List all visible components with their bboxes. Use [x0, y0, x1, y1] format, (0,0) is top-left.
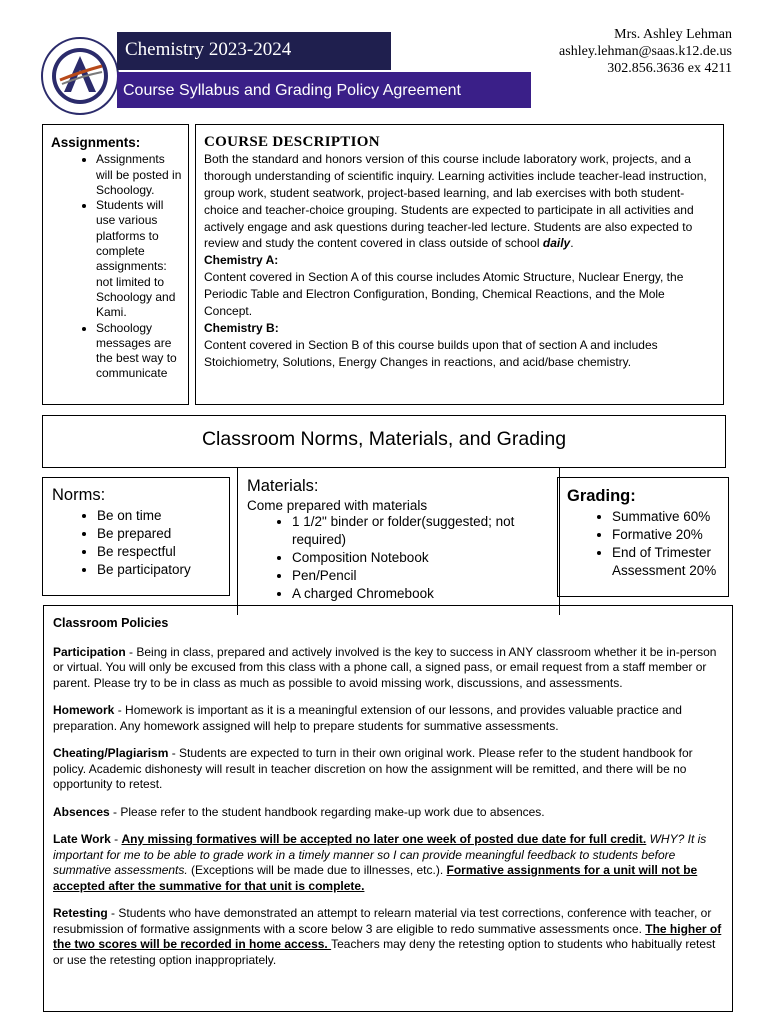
list-item: • 1 1/2" binder or folder(suggested; not required) [292, 513, 559, 549]
norms-list [52, 507, 229, 579]
policy-participation: Participation - Being in class, prepared and actively involved is the key to success in ANY classroom whether it be in-person or virtual. You will only be excused from this class with a phone call, a signed pass, or email request from a staff member or parent. Please try to be in class as much as possible to avoid missing work, discussions, and assessments. [53, 644, 717, 690]
materials-intro: Come prepared with materials [247, 498, 428, 513]
course-title: Chemistry 2023-2024 [117, 32, 391, 70]
norms-box [42, 477, 230, 596]
list-item: • Schoology messages are the best way to communicate [96, 321, 184, 382]
teacher-email[interactable]: ashley.lehman@saas.k12.de.us [559, 44, 732, 59]
list-item: • Students will use various platforms to complete assignments: not limited to Schoology and Kami. [96, 198, 184, 320]
list-item: • Be on time [97, 507, 229, 525]
teacher-contact [559, 26, 732, 77]
list-item: • Be prepared [97, 525, 229, 543]
course-description-intro: Both the standard and honors version of this course include laboratory work, projects, and a thorough understanding of scientific inquiry. Learning activities include teacher-lead instruction, group work, student seatwork, project-based learning, and lab exercises with both student-choice and teacher-choice grouping. Students are expected to participate in all activities and actively engage and ask questions during teacher-led lecture. Students are also expected to review and study the content covered in class outside of school daily. [204, 151, 707, 251]
classroom-policies-box [43, 605, 733, 1012]
materials-heading: Materials: [247, 477, 319, 495]
chem-a-heading: Chemistry A: [204, 253, 279, 268]
school-logo [40, 36, 120, 116]
grading-heading: Grading: [567, 487, 636, 505]
list-item: • Formative 20% [612, 526, 728, 544]
policy-late-work: Late Work - Any missing formatives will be accepted no later one week of posted due date for full credit. WHY? It is important for me to be able to grade work in a timely manner so I can provide meaningful feedback to students before summative assessments. (Exceptions will be made due to illnesses, etc.). Formative assignments for a unit will not be accepted after the summative for that unit is complete. [53, 832, 707, 893]
teacher-name: Mrs. Ashley Lehman [614, 27, 732, 42]
course-subtitle: Course Syllabus and Grading Policy Agreement [117, 72, 531, 108]
assignments-heading: Assignments: [51, 135, 141, 150]
assignments-list [51, 152, 184, 381]
list-item: • Pen/Pencil [292, 567, 559, 585]
list-item: • Composition Notebook [292, 549, 559, 567]
list-item: • Be respectful [97, 543, 229, 561]
chem-a-text: Content covered in Section A of this course includes Atomic Structure, Nuclear Energy, the Periodic Table and Electron Configuration, Bonding, Chemical Reactions, and the Mole Concept. [204, 270, 684, 319]
grading-box [557, 477, 729, 597]
policies-heading: Classroom Policies [53, 616, 169, 630]
policy-absences: Absences - Please refer to the student handbook regarding make-up work due to absences. [53, 804, 545, 819]
policy-cheating: Cheating/Plagiarism - Students are expected to turn in their own original work. Please refer to the student handbook for policy. Academic dishonesty will result in teacher discretion on how the assignment will be remitted, and there will be no opportunity to retest. [53, 746, 693, 791]
norms-heading: Norms: [52, 486, 106, 504]
policy-retesting: Retesting - Students who have demonstrated an attempt to relearn material via test corrections, conference with teacher, or resubmission of formative assignments with a score below 3 are eligible to redo summative assessments once. The higher of the two scores will be recorded in home access. Teachers may deny the retesting option to students who habitually retest or use the retesting option inappropriately. [53, 906, 722, 967]
list-item: • A charged Chromebook [292, 585, 559, 603]
chem-b-text: Content covered in Section B of this course builds upon that of section A and includes Stoichiometry, Solutions, Energy Changes in reactions, and acid/base chemistry. [204, 337, 658, 369]
grading-list [567, 508, 728, 580]
policy-homework: Homework - Homework is important as it is a meaningful extension of our lessons, and provides valuable practice and preparation. Any homework assigned will help to prepare students for summative assessments. [53, 703, 682, 733]
list-item: • Be participatory [97, 561, 229, 579]
list-item: • Assignments will be posted in Schoology. [96, 152, 184, 198]
list-item: • End of Trimester Assessment 20% [612, 544, 728, 580]
chem-b-heading: Chemistry B: [204, 320, 279, 335]
course-description-heading: COURSE DESCRIPTION [204, 134, 380, 150]
section-title: Classroom Norms, Materials, and Grading [42, 415, 726, 468]
assignments-box [42, 124, 189, 405]
list-item: • Summative 60% [612, 508, 728, 526]
materials-box [237, 467, 560, 615]
course-description-box [195, 124, 724, 405]
materials-list [247, 513, 559, 603]
teacher-phone: 302.856.3636 ex 4211 [607, 61, 732, 76]
